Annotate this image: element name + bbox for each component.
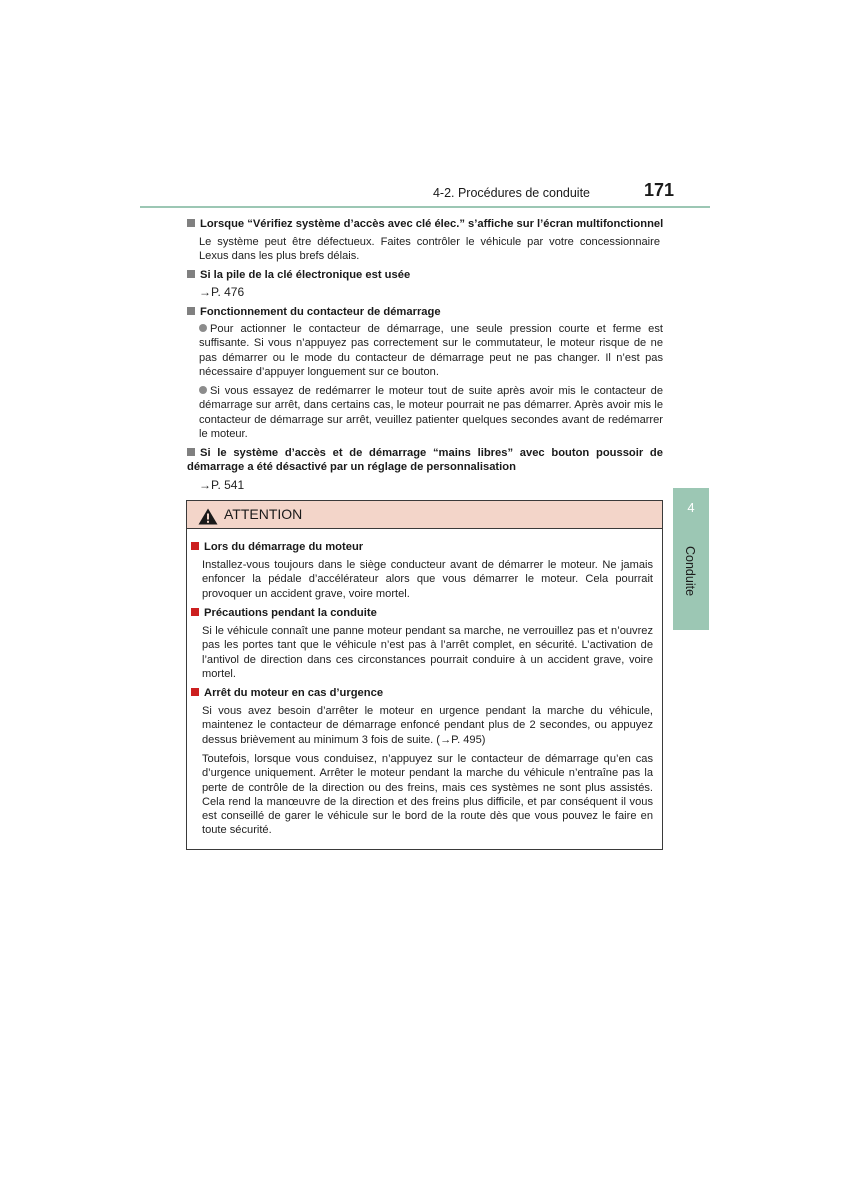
- square-bullet-icon: [187, 307, 195, 315]
- attention-title: ATTENTION: [224, 506, 303, 522]
- chapter-label: Conduite: [683, 546, 697, 597]
- warning-heading: Lors du démarrage du moteur: [191, 540, 651, 554]
- page-reference: →P. 476: [199, 285, 245, 299]
- page-number: 171: [643, 180, 674, 200]
- warning-heading: Précautions pendant la conduite: [191, 606, 651, 620]
- red-square-icon: [191, 608, 199, 616]
- warning-heading: Arrêt du moteur en cas d’urgence: [191, 686, 651, 700]
- chapter-label-tab: [673, 538, 709, 630]
- square-bullet-icon: [187, 270, 195, 278]
- section-heading: Si la pile de la clé électronique est usée: [187, 268, 667, 282]
- square-bullet-icon: [187, 219, 195, 227]
- round-bullet-icon: [199, 386, 207, 394]
- square-bullet-icon: [187, 448, 195, 456]
- paragraph: Le système peut être défectueux. Faites contrôler le véhicule par votre concessionnaire Lexus dans les plus brefs délais.: [199, 236, 660, 263]
- section-heading: Fonctionnement du contacteur de démarrage: [187, 305, 667, 319]
- warning-paragraph: Si vous avez besoin d’arrêter le moteur en urgence pendant la marche du véhicule, maintenez le contacteur de démarrage enfoncé pendant plus de 2 secondes, ou appuyez dessus brièvement au minimum 3 fois de suite. (→P. 495): [202, 705, 653, 746]
- section-title: 4-2. Procédures de conduite: [432, 186, 590, 200]
- chapter-number-tab: 4: [673, 488, 709, 538]
- warning-paragraph: Toutefois, lorsque vous conduisez, n’appuyez sur le contacteur de démarrage qu’en cas d’urgence uniquement. Arrêter le moteur pendant la marche du véhicule n’entraîne pas la perte de contrôle de la direction ou des freins, mais ces systèmes ne sont plus assistés. Cela rend la manœuvre de la direction et des freins plus difficile, et par conséquent il vous est conseillé de garer le véhicule sur le bord de la route dès que vous pouvez le faire en toute sécurité.: [202, 753, 653, 837]
- page-reference: →P. 541: [199, 478, 245, 492]
- section-heading: Lorsque “Vérifiez système d’accès avec clé élec.” s’affiche sur l’écran multifonctionnel: [187, 217, 667, 231]
- warning-paragraph: Si le véhicule connaît une panne moteur pendant sa marche, ne verrouillez pas et n’ouvrez pas les portes tant que le véhicule n’est pas à l’arrêt complet, en sécurité. L’activation de l’antivol de direction dans ces circonstances pourrait conduire à un accident grave, voire mortel.: [202, 625, 653, 680]
- header-rule: [140, 206, 710, 208]
- bullet-item: Pour actionner le contacteur de démarrage, une seule pression courte et ferme est suffisante. Si vous n’appuyez pas correctement sur le commutateur, le moteur risque de ne pas démarrer ou le mode du contacteur de démarrage peut ne pas changer. Il n’est pas nécessaire d’appuyer longuement sur ce bouton.: [199, 323, 663, 378]
- section-heading: Si le système d’accès et de démarrage “mains libres” avec bouton poussoir de démarrage a été désactivé par un réglage de personnalisation: [187, 447, 663, 473]
- red-square-icon: [191, 542, 199, 550]
- red-square-icon: [191, 688, 199, 696]
- bullet-item: Si vous essayez de redémarrer le moteur tout de suite après avoir mis le contacteur de démarrage sur arrêt, dans certains cas, le moteur pourrait ne pas démarrer. Après avoir mis le contacteur de démarrage sur arrêt, veuillez patienter quelques secondes avant de redémarrer le moteur.: [199, 385, 663, 440]
- round-bullet-icon: [199, 324, 207, 332]
- warning-triangle-icon: [198, 508, 218, 525]
- warning-paragraph: Installez-vous toujours dans le siège conducteur avant de démarrer le moteur. Ne jamais enfoncer la pédale d’accélérateur alors que vous démarrer le moteur. Cela pourrait provoquer un accident grave, voire mortel.: [202, 559, 653, 600]
